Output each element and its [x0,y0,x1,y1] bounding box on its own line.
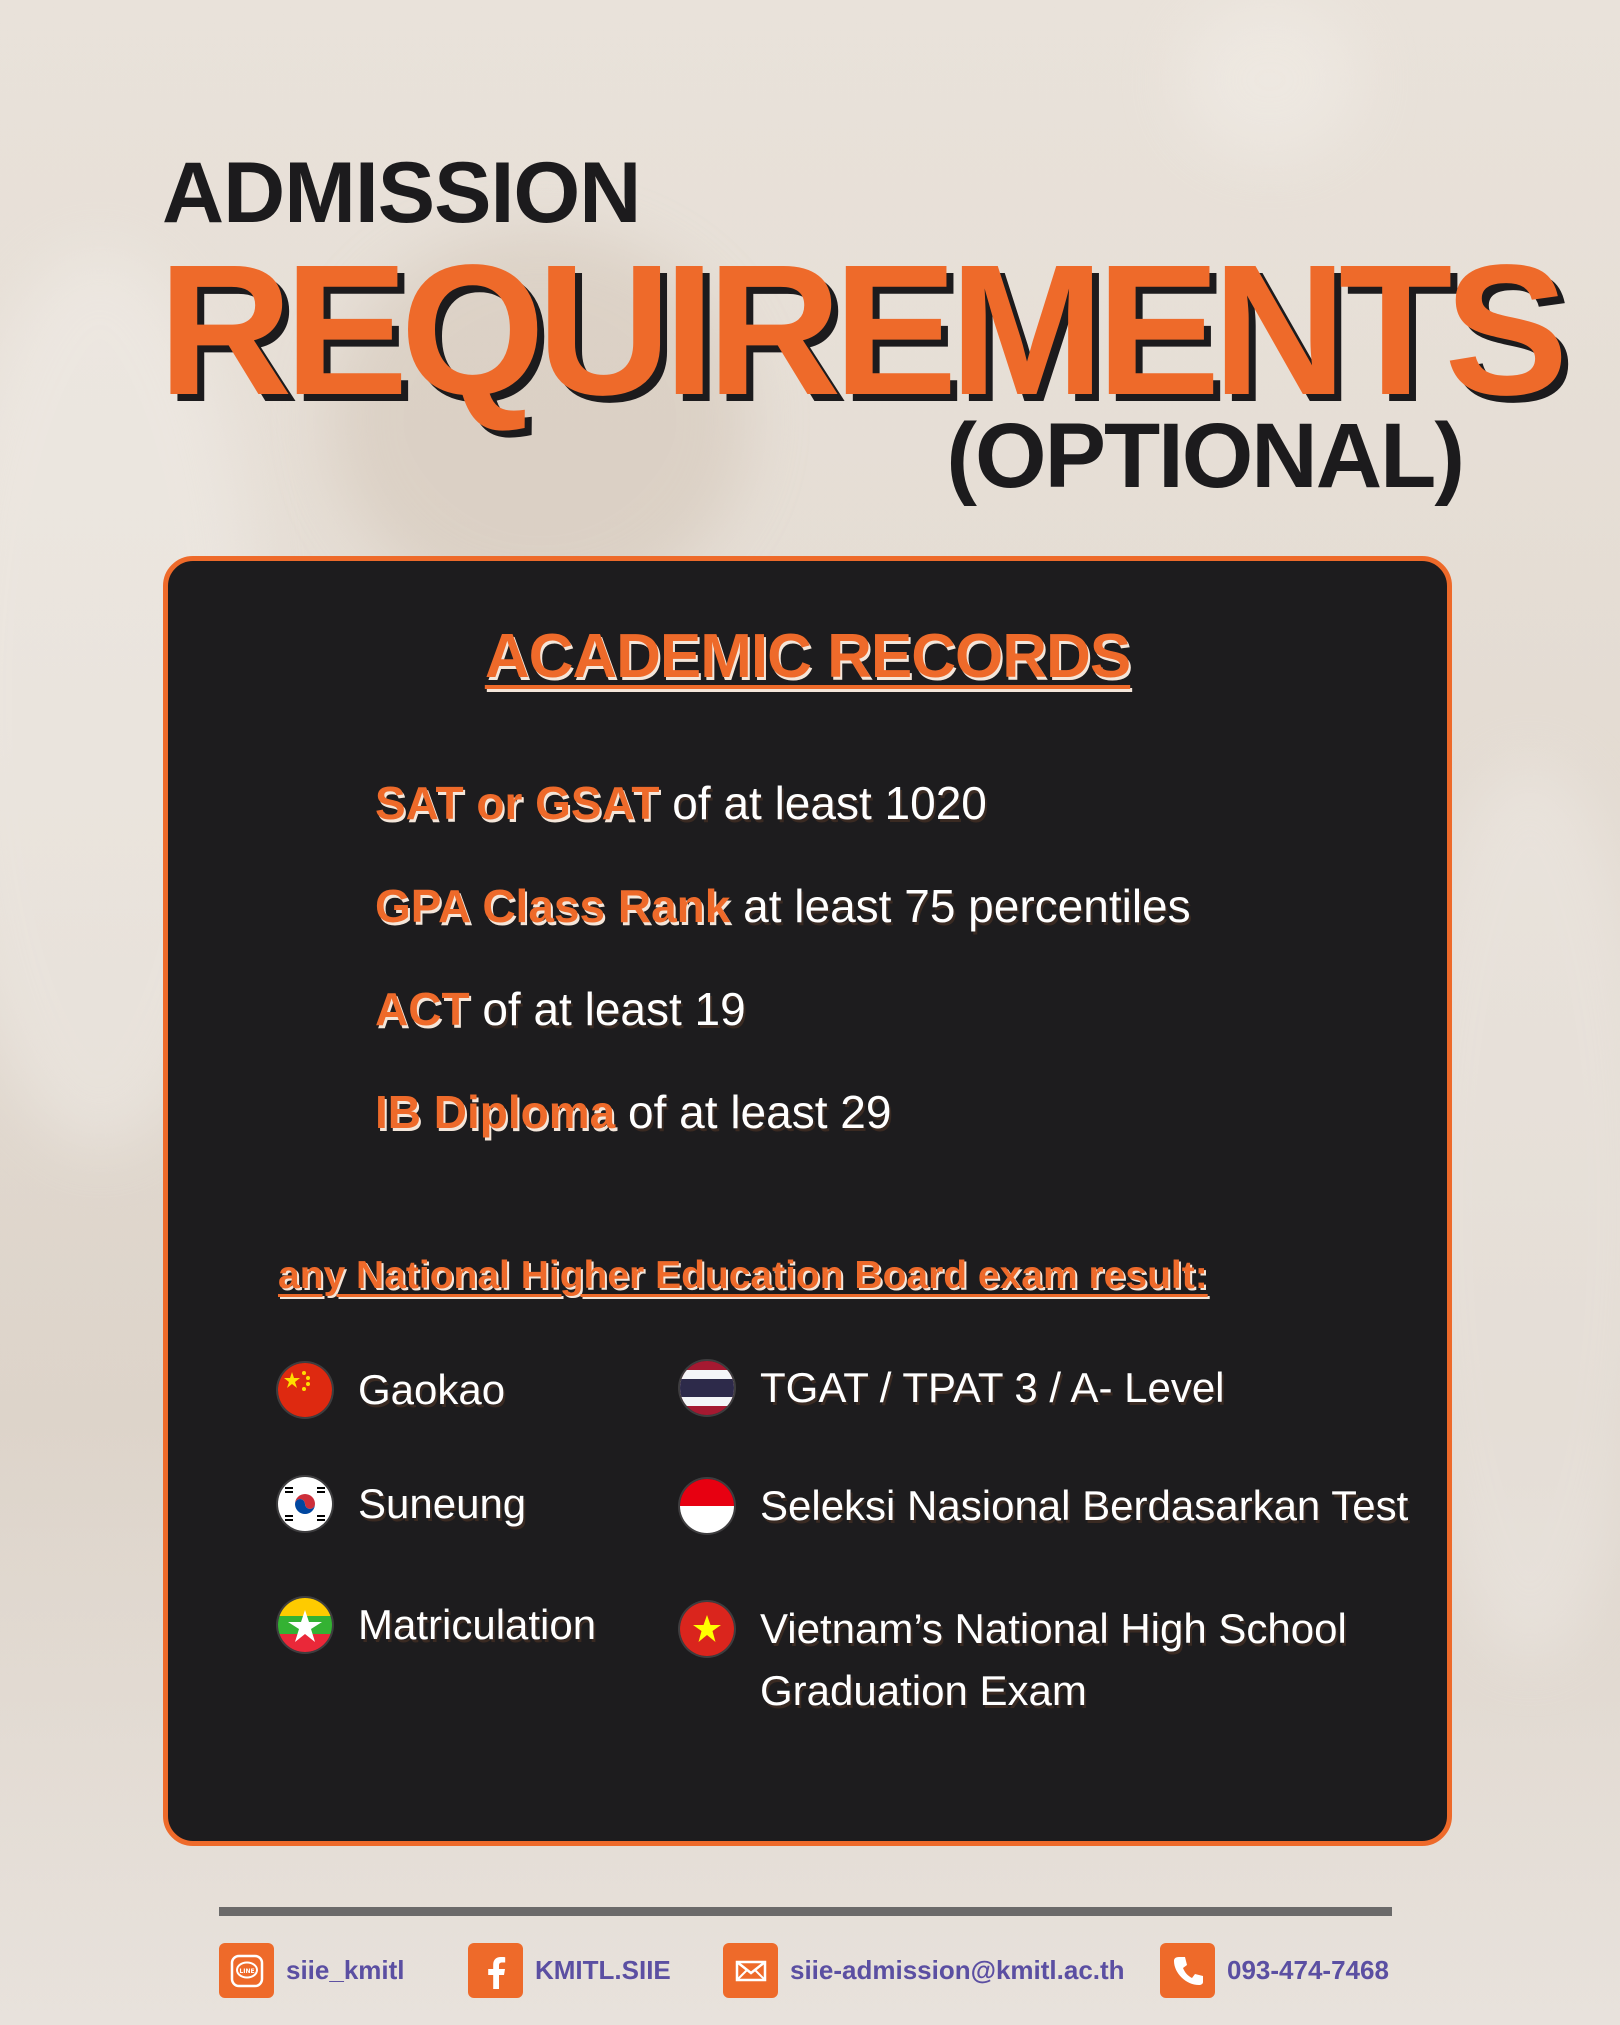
facebook-handle: KMITL.SIIE [535,1955,671,1985]
exam-label-line: Graduation Exam [760,1667,1087,1714]
academic-records-card [163,556,1452,1846]
background-photo-shape [1180,0,1360,160]
myanmar-flag-icon [278,1598,332,1652]
contact-line[interactable] [219,1943,405,1998]
card-title: ACADEMIC RECORDS [484,622,1131,691]
exam-item-matriculation [278,1598,596,1656]
requirement-name: IB Diploma [375,1086,616,1138]
thailand-flag-icon [680,1361,734,1415]
exam-item-vietnam [680,1602,1347,1722]
requirement-act [375,982,746,1036]
title-optional: (OPTIONAL) [946,405,1463,507]
exam-label: Gaokao [358,1366,506,1413]
mail-icon [723,1943,778,1998]
requirement-name: GPA Class Rank [375,880,731,932]
requirement-value: of at least 19 [469,983,746,1035]
korea-flag-icon [278,1477,332,1531]
exam-label: Suneung [358,1480,527,1527]
contact-facebook[interactable] [468,1943,671,1998]
requirement-value: of at least 29 [615,1086,892,1138]
vietnam-flag-icon [680,1602,734,1656]
phone-icon [1160,1943,1215,1998]
exam-label [760,1598,1347,1722]
facebook-icon [468,1943,523,1998]
china-flag-icon [278,1363,332,1417]
requirement-value: at least 75 percentiles [730,880,1191,932]
exam-item-suneung [278,1477,526,1535]
phone-number: 093-474-7468 [1227,1955,1389,1985]
title-requirements: REQUIREMENTS [158,227,1561,434]
contact-email[interactable] [723,1943,1125,1998]
line-app-icon [219,1943,274,1998]
requirement-name: ACT [375,983,470,1035]
exam-label-line: Vietnam’s National High School [760,1605,1347,1652]
requirement-sat [375,776,987,830]
title-admission: ADMISSION [162,145,641,241]
exam-item-gaokao [278,1363,505,1421]
exam-item-thailand [680,1361,1225,1419]
requirement-value: of at least 1020 [659,777,987,829]
national-exam-heading: any National Higher Education Board exam result: [278,1254,1208,1297]
exam-label: Matriculation [358,1601,597,1648]
contact-phone[interactable] [1160,1943,1389,1998]
requirement-ib [375,1085,891,1139]
exam-label: TGAT / TPAT 3 / A- Level [760,1364,1225,1411]
exam-item-indonesia [680,1479,1408,1537]
line-id: siie_kmitl [286,1955,405,1985]
exam-label: Seleksi Nasional Berdasarkan Test [760,1482,1409,1529]
svg-text:LINE: LINE [238,1967,255,1975]
indonesia-flag-icon [680,1479,734,1533]
requirement-gpa [375,879,1191,933]
requirement-name: SAT or GSAT [375,777,660,829]
email-address: siie-admission@kmitl.ac.th [790,1955,1125,1985]
footer-divider [219,1907,1392,1916]
